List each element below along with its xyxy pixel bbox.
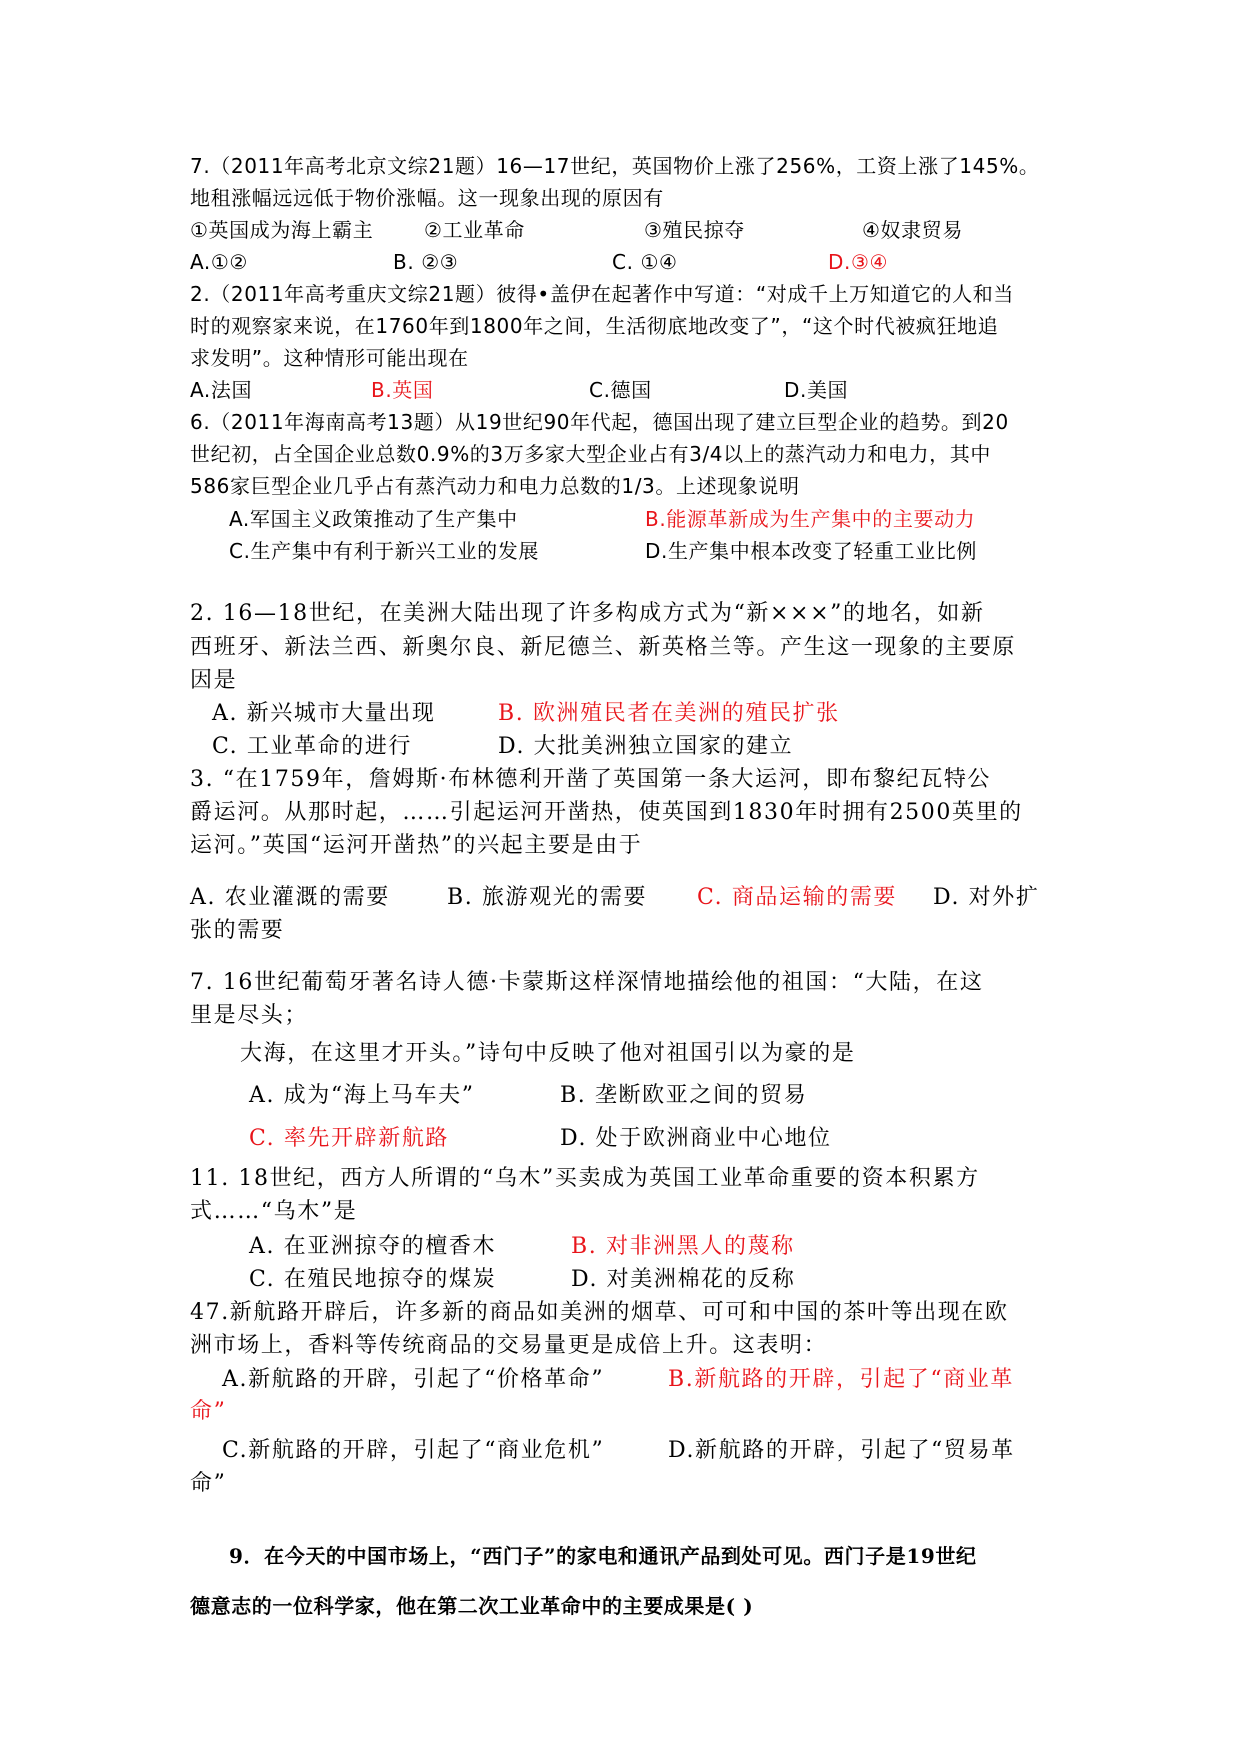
question-2-america-option-a: A. 新兴城市大量出现 bbox=[212, 701, 436, 726]
question-6-option-b-answer: B.能源革新成为生产集中的主要动力 bbox=[645, 507, 976, 531]
question-3-option-d-continued: 张的需要 bbox=[190, 918, 285, 943]
question-2-chongqing-option-b-answer: B.英国 bbox=[371, 378, 434, 402]
question-6-hainan-line-1: 6.（2011年海南高考13题）从19世纪90年代起，德国出现了建立巨型企业的趋势。到20 bbox=[190, 410, 1009, 434]
question-47-option-d-continued: 命” bbox=[190, 1471, 227, 1496]
question-11-line-2: 式……“乌木”是 bbox=[190, 1199, 358, 1224]
question-7-camoes-option-d: D. 处于欧洲商业中心地位 bbox=[560, 1126, 832, 1151]
question-11-option-a: A. 在亚洲掠夺的檀香木 bbox=[249, 1234, 497, 1259]
question-47-option-b-answer: B.新航路的开辟，引起了“商业革 bbox=[668, 1367, 1015, 1392]
question-7-option-c: C. ①④ bbox=[612, 250, 678, 274]
question-3-canal-line-3: 运河。”英国“运河开凿热”的兴起主要是由于 bbox=[190, 833, 643, 858]
question-3-option-b: B. 旅游观光的需要 bbox=[447, 885, 648, 910]
question-7-beijing-line-1: 7.（2011年高考北京文综21题）16—17世纪，英国物价上涨了256%，工资上涨了145%。 bbox=[190, 154, 1040, 178]
question-7-camoes-option-c-answer: C. 率先开辟新航路 bbox=[249, 1126, 450, 1151]
question-2-america-option-b-answer: B. 欧洲殖民者在美洲的殖民扩张 bbox=[498, 701, 840, 726]
question-9-line-1: 9．在今天的中国市场上，“西门子”的家电和通讯产品到处可见。西门子是19世纪 bbox=[229, 1544, 977, 1568]
question-6-option-c: C.生产集中有利于新兴工业的发展 bbox=[229, 539, 539, 563]
question-3-option-d: D. 对外扩 bbox=[933, 885, 1040, 910]
question-47-line-2: 洲市场上，香料等传统商品的交易量更是成倍上升。这表明： bbox=[190, 1333, 828, 1358]
question-7-item-3: ③殖民掠夺 bbox=[644, 218, 745, 242]
question-7-camoes-line-2: 里是尽头； bbox=[190, 1003, 309, 1028]
question-2-chongqing-option-d: D.美国 bbox=[784, 378, 849, 402]
question-7-option-a: A.①② bbox=[190, 250, 248, 274]
question-2-america-option-d: D. 大批美洲独立国家的建立 bbox=[498, 734, 794, 759]
question-47-option-c: C.新航路的开辟，引起了“商业危机” bbox=[222, 1438, 605, 1463]
question-7-item-4: ④奴隶贸易 bbox=[862, 218, 963, 242]
question-7-camoes-line-1: 7. 16世纪葡萄牙著名诗人德·卡蒙斯这样深情地描绘他的祖国：“大陆，在这 bbox=[190, 970, 984, 995]
question-6-option-a: A.军国主义政策推动了生产集中 bbox=[229, 507, 518, 531]
question-7-option-d-answer: D.③④ bbox=[828, 250, 889, 274]
question-2-america-line-3: 因是 bbox=[190, 668, 238, 693]
question-11-option-d: D. 对美洲棉花的反称 bbox=[571, 1267, 796, 1292]
question-3-canal-line-2: 爵运河。从那时起，……引起运河开凿热，使英国到1830年时拥有2500英里的 bbox=[190, 800, 1023, 825]
question-11-option-c: C. 在殖民地掠夺的煤炭 bbox=[249, 1267, 497, 1292]
question-47-option-d: D.新航路的开辟，引起了“贸易革 bbox=[668, 1438, 1015, 1463]
question-7-beijing-line-2: 地租涨幅远远低于物价涨幅。这一现象出现的原因有 bbox=[190, 186, 664, 210]
question-7-option-b: B. ②③ bbox=[393, 250, 459, 274]
question-2-america-option-c: C. 工业革命的进行 bbox=[212, 734, 413, 759]
question-47-option-b-continued: 命” bbox=[190, 1399, 227, 1424]
question-7-camoes-option-a: A. 成为“海上马车夫” bbox=[249, 1083, 475, 1108]
question-3-option-c-answer: C. 商品运输的需要 bbox=[697, 885, 898, 910]
question-3-option-a: A. 农业灌溉的需要 bbox=[190, 885, 390, 910]
question-2-america-line-2: 西班牙、新法兰西、新奥尔良、新尼德兰、新英格兰等。产生这一现象的主要原 bbox=[190, 635, 1017, 660]
question-7-camoes-option-b: B. 垄断欧亚之间的贸易 bbox=[560, 1083, 808, 1108]
question-2-chongqing-line-2: 时的观察家来说，在1760年到1800年之间，生活彻底地改变了”，“这个时代被疯狂地追 bbox=[190, 314, 999, 338]
question-9-line-2: 德意志的一位科学家，他在第二次工业革命中的主要成果是( ) bbox=[190, 1594, 754, 1618]
question-2-chongqing-option-a: A.法国 bbox=[190, 378, 253, 402]
question-7-item-2: ②工业革命 bbox=[424, 218, 525, 242]
question-6-hainan-line-3: 586家巨型企业几乎占有蒸汽动力和电力总数的1/3。上述现象说明 bbox=[190, 474, 800, 498]
question-47-option-a: A.新航路的开辟，引起了“价格革命” bbox=[222, 1367, 605, 1392]
question-6-option-d: D.生产集中根本改变了轻重工业比例 bbox=[645, 539, 977, 563]
question-6-hainan-line-2: 世纪初，占全国企业总数0.9%的3万多家大型企业占有3/4以上的蒸汽动力和电力，其中 bbox=[190, 442, 991, 466]
question-11-option-b-answer: B. 对非洲黑人的蔑称 bbox=[571, 1234, 795, 1259]
question-2-america-line-1: 2. 16—18世纪，在美洲大陆出现了许多构成方式为“新×××”的地名，如新 bbox=[190, 601, 985, 626]
question-2-chongqing-line-1: 2.（2011年高考重庆文综21题）彼得•盖伊在起著作中写道：“对成千上万知道它的人和当 bbox=[190, 282, 1014, 306]
question-11-line-1: 11. 18世纪，西方人所谓的“乌木”买卖成为英国工业革命重要的资本积累方 bbox=[190, 1166, 980, 1191]
question-2-chongqing-option-c: C.德国 bbox=[589, 378, 652, 402]
question-47-line-1: 47.新航路开辟后，许多新的商品如美洲的烟草、可可和中国的茶叶等出现在欧 bbox=[190, 1300, 1009, 1325]
question-7-camoes-line-3: 大海，在这里才开头。”诗句中反映了他对祖国引以为豪的是 bbox=[240, 1041, 856, 1066]
question-7-item-1: ①英国成为海上霸主 bbox=[190, 218, 374, 242]
question-3-canal-line-1: 3. “在1759年，詹姆斯·布林德利开凿了英国第一条大运河，即布黎纪瓦特公 bbox=[190, 767, 992, 792]
question-2-chongqing-line-3: 求发明”。这种情形可能出现在 bbox=[190, 346, 469, 370]
